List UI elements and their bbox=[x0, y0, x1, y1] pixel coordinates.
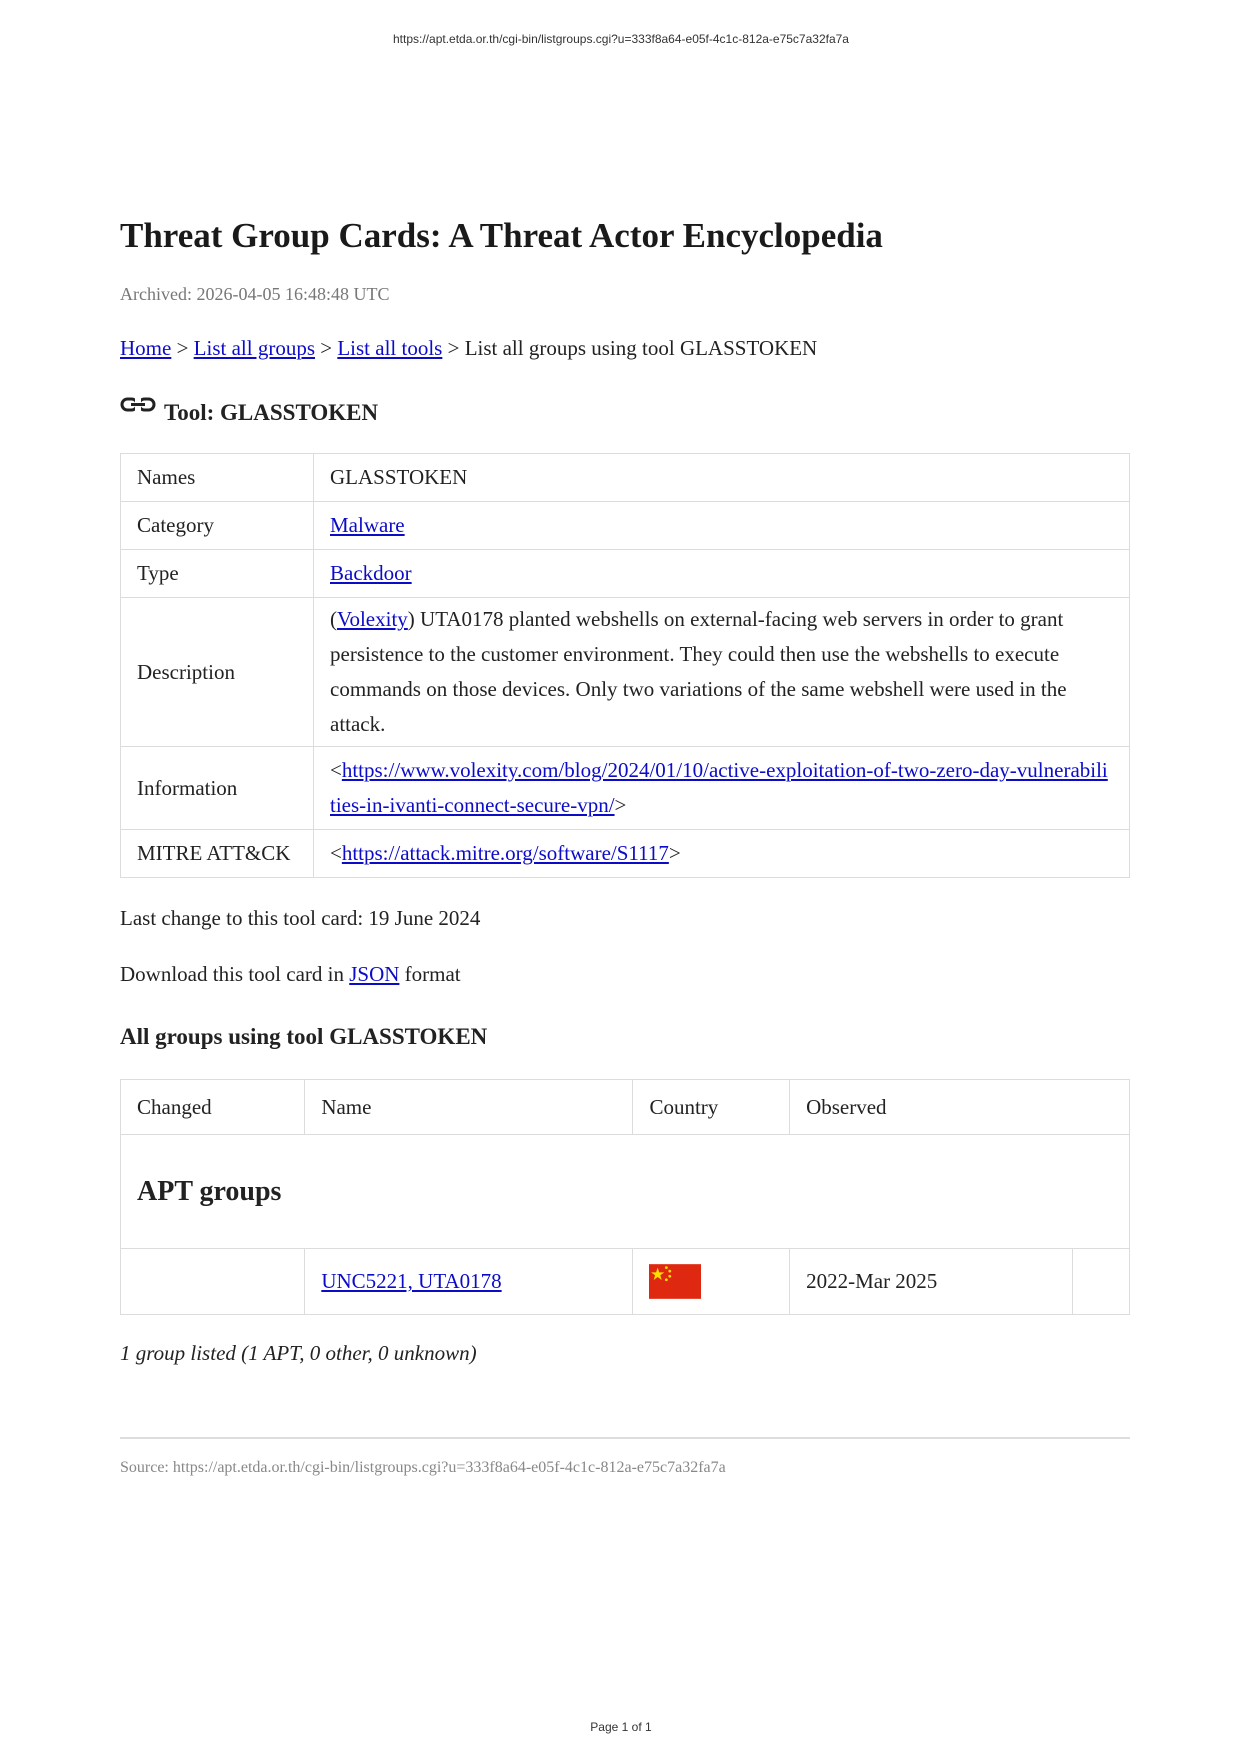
type-label: Type bbox=[121, 550, 314, 598]
mitre-cell bbox=[314, 830, 1130, 878]
type-cell bbox=[314, 550, 1130, 598]
main-content bbox=[120, 212, 1130, 1477]
column-header-country: Country bbox=[633, 1080, 790, 1135]
description-cell bbox=[314, 598, 1130, 747]
information-close-bracket: > bbox=[614, 793, 627, 817]
section-row bbox=[121, 1135, 1130, 1249]
breadcrumb-separator: > bbox=[171, 336, 194, 360]
information-cell bbox=[314, 747, 1130, 830]
breadcrumb-home-link[interactable]: Home bbox=[120, 336, 172, 360]
divider bbox=[120, 1437, 1130, 1439]
breadcrumb-separator: > bbox=[315, 336, 338, 360]
description-open-paren: ( bbox=[330, 607, 337, 631]
table-row bbox=[121, 747, 1130, 830]
groups-summary: 1 group listed (1 APT, 0 other, 0 unknown) bbox=[120, 1341, 477, 1365]
table-row bbox=[121, 830, 1130, 878]
breadcrumb-list-groups-link[interactable]: List all groups bbox=[193, 336, 315, 360]
mitre-label: MITRE ATT&CK bbox=[121, 830, 314, 878]
source-url: Source: https://apt.etda.or.th/cgi-bin/listgroups.cgi?u=333f8a64-e05f-4c1c-812a-e75c7a32fa7a bbox=[120, 1459, 726, 1476]
names-value: GLASSTOKEN bbox=[314, 454, 1130, 502]
table-row bbox=[121, 502, 1130, 550]
group-link[interactable]: UNC5221, UTA0178 bbox=[321, 1269, 502, 1293]
type-link[interactable]: Backdoor bbox=[330, 561, 412, 585]
column-header-observed: Observed bbox=[790, 1080, 1130, 1135]
table-row bbox=[121, 454, 1130, 502]
tool-heading-text: Tool: GLASSTOKEN bbox=[164, 400, 379, 425]
volexity-link[interactable]: Volexity bbox=[337, 607, 408, 631]
mitre-link[interactable]: https://attack.mitre.org/software/S1117 bbox=[341, 841, 669, 865]
row-extra-cell bbox=[1073, 1249, 1130, 1315]
category-label: Category bbox=[121, 502, 314, 550]
table-row bbox=[121, 550, 1130, 598]
archived-timestamp: Archived: 2026-04-05 16:48:48 UTC bbox=[120, 284, 390, 304]
column-header-changed: Changed bbox=[121, 1080, 305, 1135]
print-header-url: https://apt.etda.or.th/cgi-bin/listgroups.cgi?u=333f8a64-e05f-4c1c-812a-e75c7a32fa7a bbox=[393, 32, 849, 46]
breadcrumb-separator: > bbox=[442, 336, 465, 360]
tool-heading bbox=[120, 398, 1130, 428]
names-label: Names bbox=[121, 454, 314, 502]
china-flag-icon bbox=[649, 1264, 701, 1299]
breadcrumb-current: List all groups using tool GLASSTOKEN bbox=[464, 336, 818, 360]
breadcrumb bbox=[120, 334, 1130, 362]
information-label: Information bbox=[121, 747, 314, 830]
row-changed bbox=[121, 1249, 305, 1315]
row-country-cell bbox=[633, 1249, 790, 1315]
groups-heading: All groups using tool GLASSTOKEN bbox=[120, 1024, 488, 1049]
link-icon bbox=[120, 390, 156, 420]
download-suffix: format bbox=[399, 962, 461, 986]
section-label-apt-groups: APT groups bbox=[121, 1135, 1130, 1249]
table-header-row bbox=[121, 1080, 1130, 1135]
row-name-cell bbox=[305, 1249, 633, 1315]
information-open-bracket: < bbox=[330, 758, 342, 782]
mitre-open-bracket: < bbox=[330, 841, 342, 865]
description-text: ) UTA0178 planted webshells on external-facing web servers in order to grant persistence to the customer environment. They could then use the webshells to execute commands on those devices. Only two variations of the same webshell were used in the attack. bbox=[330, 607, 1067, 736]
last-change-text: Last change to this tool card: 19 June 2024 bbox=[120, 906, 481, 930]
volexity-blog-link[interactable]: https://www.volexity.com/blog/2024/01/10/active-exploitation-of-two-zero-day-vulnerabilities-in-ivanti-connect-secure-vpn/ bbox=[330, 758, 1108, 817]
download-text bbox=[120, 960, 1130, 988]
page-title: Threat Group Cards: A Threat Actor Encyclopedia bbox=[120, 216, 883, 255]
table-row bbox=[121, 598, 1130, 747]
page-number: Page 1 of 1 bbox=[590, 1720, 652, 1734]
column-header-name: Name bbox=[305, 1080, 633, 1135]
groups-table bbox=[120, 1079, 1130, 1315]
description-label: Description bbox=[121, 598, 314, 747]
table-row bbox=[121, 1249, 1130, 1315]
json-download-link[interactable]: JSON bbox=[349, 962, 400, 986]
row-observed: 2022-Mar 2025 bbox=[790, 1249, 1073, 1315]
mitre-close-bracket: > bbox=[668, 841, 681, 865]
breadcrumb-list-tools-link[interactable]: List all tools bbox=[337, 336, 443, 360]
tool-info-table bbox=[120, 453, 1130, 878]
download-prefix: Download this tool card in bbox=[120, 962, 350, 986]
category-cell bbox=[314, 502, 1130, 550]
category-link[interactable]: Malware bbox=[330, 513, 405, 537]
